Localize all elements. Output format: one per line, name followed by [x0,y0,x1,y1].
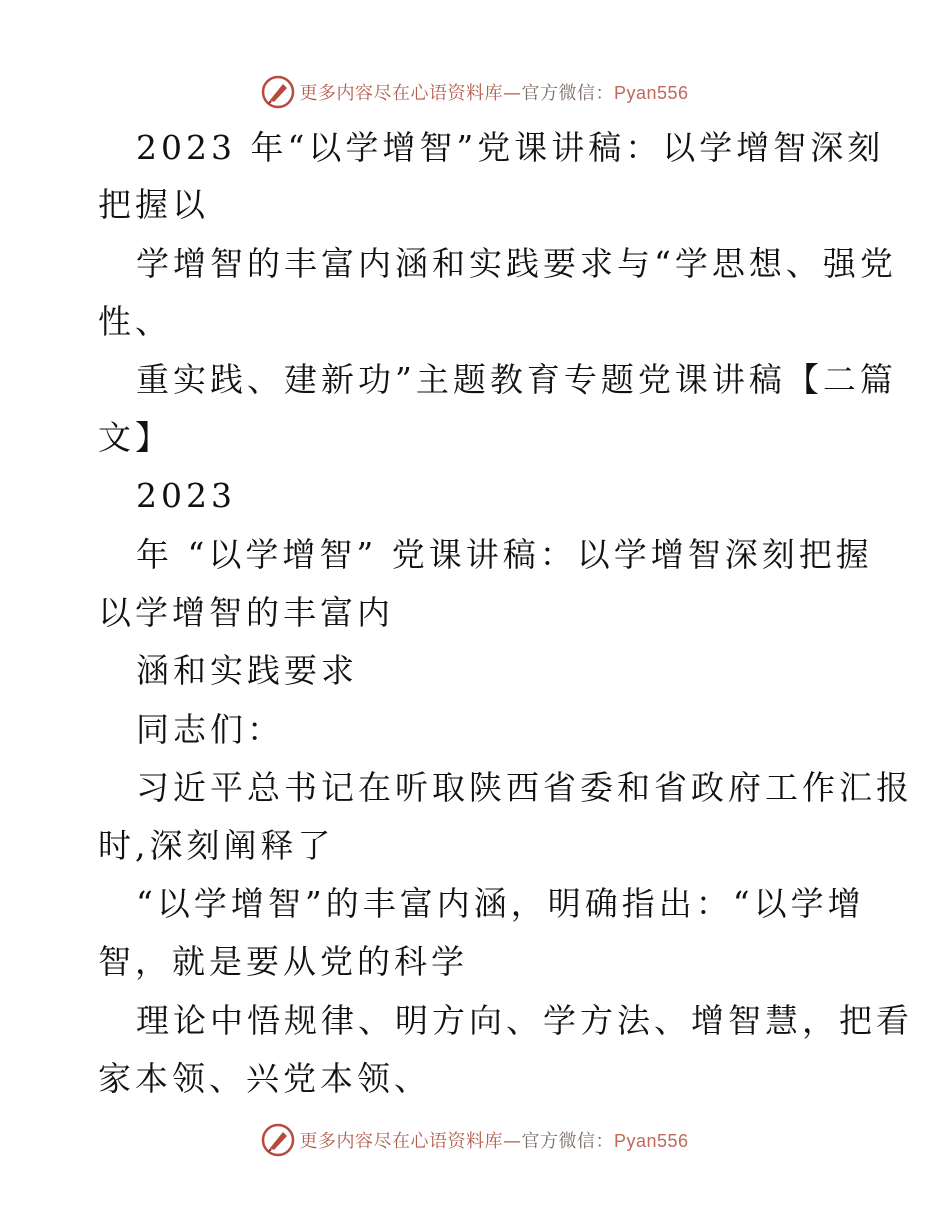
banner-text [299,1127,688,1153]
text-line: 习近平总书记在听取陕西省委和省政府工作汇报 [136,768,913,807]
text-line: 2023 [136,476,236,515]
banner-dash: — [502,83,522,104]
text-line: 学增智的丰富内涵和实践要求与“学思想、强党 [136,244,897,283]
text-line: 同志们： [136,710,284,749]
footer-banner [0,1120,950,1160]
text-line: 智，就是要从党的科学 [98,942,468,981]
pen-logo-icon [261,75,295,109]
text-line: 以学增智的丰富内 [98,593,394,632]
text-line: 2023 年“以学增智”党课讲稿：以学增智深刻 [136,128,885,167]
text-line: 年 “以学增智” 党课讲稿：以学增智深刻把握 [136,535,873,574]
text-line: 理论中悟规律、明方向、学方法、增智慧，把看 [136,1001,913,1040]
text-line: “以学增智”的丰富内涵，明确指出：“以学增 [136,884,865,923]
pen-logo-icon [261,1123,295,1157]
wechat-id: Pyan556 [613,83,689,103]
text-line: 重实践、建新功”主题教育专题党课讲稿【二篇 [136,360,897,399]
banner-main-text: 更多内容尽在心语资料库 [299,83,503,104]
header-banner [0,72,950,112]
banner-main-text: 更多内容尽在心语资料库 [299,1131,503,1152]
text-line: 家本领、兴党本领、 [98,1059,431,1098]
banner-text [299,79,688,105]
text-line: 涵和实践要求 [136,651,358,690]
wechat-label: 官方微信： [521,1131,614,1152]
text-line: 性、 [98,302,172,341]
banner-dash: — [502,1131,522,1152]
text-line: 文】 [98,418,172,457]
text-line: 把握以 [98,185,209,224]
text-line: 时,深刻阐释了 [98,826,335,865]
wechat-label: 官方微信： [521,83,614,104]
wechat-id: Pyan556 [613,1131,689,1151]
